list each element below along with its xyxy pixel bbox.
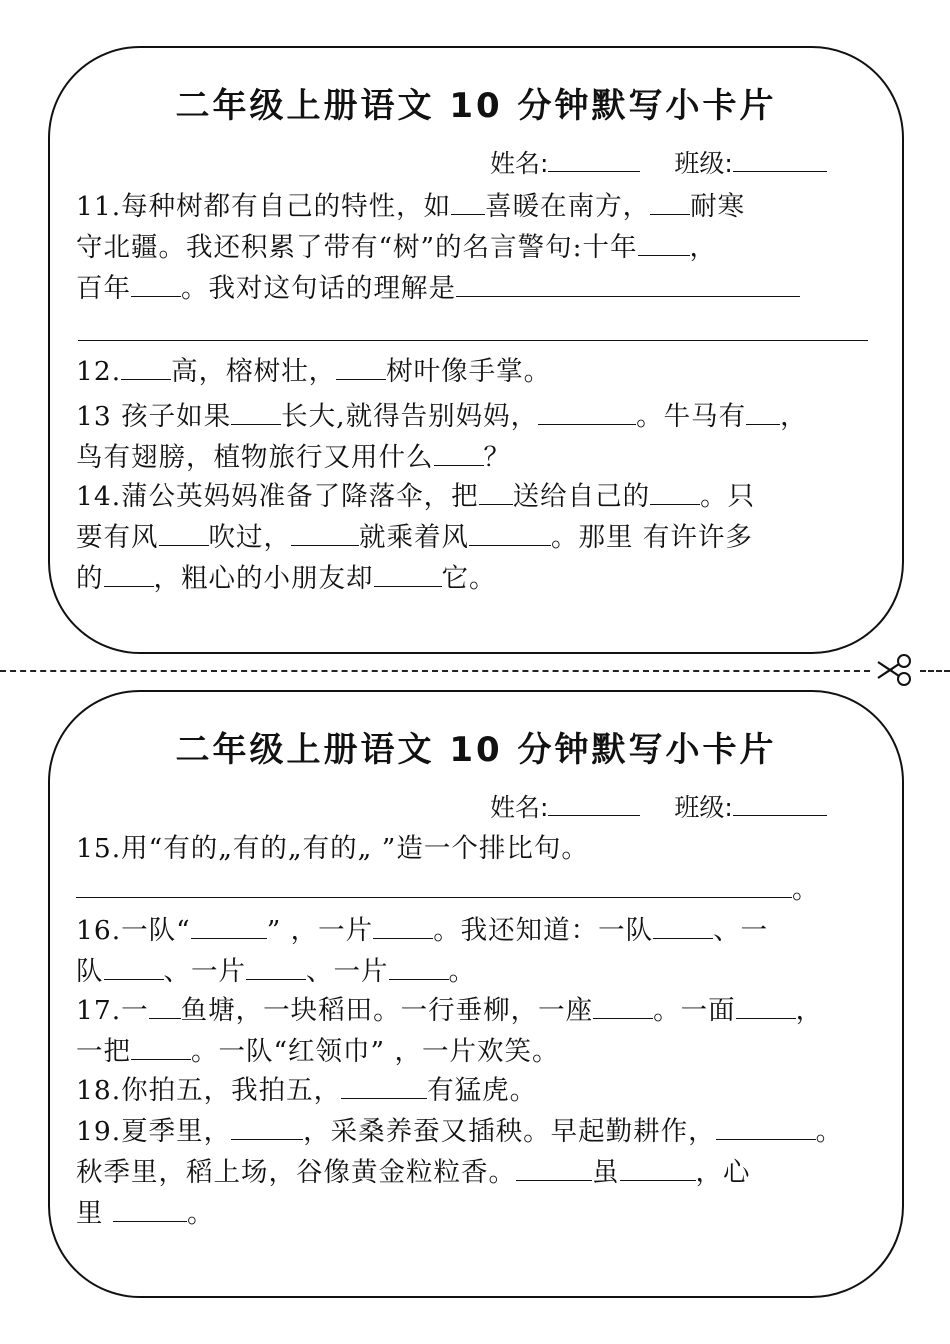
- answer-blank[interactable]: [76, 873, 792, 898]
- cut-line: [0, 670, 870, 672]
- q14-text: 。只: [700, 481, 756, 512]
- question-14: [76, 476, 888, 599]
- answer-blank[interactable]: [104, 562, 154, 587]
- q17-text: 鱼塘，一块稻田。一行垂柳，一座: [180, 995, 594, 1026]
- q12-text: 树叶像手掌。: [386, 356, 552, 387]
- name-class-row: [490, 788, 827, 824]
- answer-blank[interactable]: [746, 400, 780, 425]
- q14-text: ，粗心的小朋友却: [153, 563, 374, 594]
- answer-blank[interactable]: [113, 1197, 187, 1222]
- name-label: 姓名:: [490, 793, 549, 822]
- cut-line: [920, 670, 950, 672]
- q16-text: 、一片: [306, 956, 389, 987]
- name-blank[interactable]: [548, 793, 640, 817]
- answer-blank[interactable]: [246, 955, 306, 980]
- q19-text: 19.夏季里，: [76, 1116, 232, 1147]
- answer-blank[interactable]: [479, 480, 513, 505]
- answer-blank[interactable]: [593, 994, 653, 1019]
- answer-blank[interactable]: [456, 272, 800, 297]
- q13-text: 13 孩子如果: [76, 401, 232, 432]
- class-blank[interactable]: [733, 793, 827, 817]
- q12-text: 12.: [76, 356, 122, 387]
- q13-text: ，: [780, 401, 808, 432]
- answer-blank[interactable]: [434, 441, 484, 466]
- q16-text: 。: [448, 956, 476, 987]
- q11-text: 。我对这句话的理解是: [181, 273, 456, 304]
- answer-blank[interactable]: [653, 914, 713, 939]
- question-15: [76, 828, 888, 910]
- answer-blank[interactable]: [341, 1074, 427, 1099]
- answer-blank[interactable]: [336, 355, 386, 380]
- answer-blank[interactable]: [159, 521, 209, 546]
- answer-blank[interactable]: [451, 190, 485, 215]
- answer-blank[interactable]: [373, 914, 433, 939]
- q11-text: 11.每种树都有自己的特性，如: [76, 191, 452, 222]
- q15-text: 15.用“有的„有的„有的„ ”造一个排比句。: [76, 833, 589, 864]
- q16-text: 、一片: [163, 956, 246, 987]
- answer-blank[interactable]: [469, 521, 551, 546]
- q17-text: 17.一: [76, 995, 149, 1026]
- q19-text: 。: [186, 1198, 215, 1229]
- class-label: 班级:: [674, 149, 733, 178]
- answer-blank[interactable]: [191, 914, 267, 939]
- dictation-card-1: [48, 46, 904, 654]
- q14-text: 吹过，: [208, 522, 291, 553]
- class-label: 班级:: [674, 793, 733, 822]
- q16-text: 、一: [713, 915, 769, 946]
- question-12: [76, 351, 888, 392]
- answer-blank[interactable]: [231, 400, 281, 425]
- question-11: [76, 186, 888, 309]
- card-title: 二年级上册语文 10 分钟默写小卡片: [175, 86, 777, 126]
- dictation-card-2: [48, 690, 904, 1298]
- answer-line[interactable]: [78, 340, 868, 341]
- q17-text: 。一面: [653, 995, 736, 1026]
- answer-blank[interactable]: [121, 355, 171, 380]
- q18-text: 有猛虎。: [427, 1075, 538, 1106]
- q14-text: 。那里 有许许多: [551, 522, 753, 553]
- q19-text: 里: [76, 1198, 113, 1229]
- name-class-row: [490, 144, 827, 180]
- answer-blank[interactable]: [716, 1115, 816, 1140]
- q13-text: 。牛马有: [636, 401, 747, 432]
- answer-blank[interactable]: [389, 955, 449, 980]
- answer-blank[interactable]: [638, 231, 690, 256]
- q16-text: 。我还知道：一队: [433, 915, 654, 946]
- q11-text: ，: [689, 232, 718, 263]
- answer-blank[interactable]: [131, 1035, 191, 1060]
- answer-blank[interactable]: [650, 480, 700, 505]
- q14-text: 就乘着风: [359, 522, 469, 553]
- answer-blank[interactable]: [374, 562, 442, 587]
- question-17: [76, 990, 888, 1072]
- class-blank[interactable]: [733, 149, 827, 173]
- answer-blank[interactable]: [736, 994, 796, 1019]
- scissors-icon: [874, 652, 918, 688]
- q19-text: ，心: [695, 1157, 751, 1188]
- answer-blank[interactable]: [149, 994, 181, 1019]
- answer-blank[interactable]: [131, 272, 181, 297]
- q18-text: 18.你拍五，我拍五，: [76, 1075, 342, 1106]
- q19-text: 。: [815, 1116, 844, 1147]
- answer-blank[interactable]: [104, 955, 164, 980]
- q19-text: ，采桑养蚕又插秧。早起勤耕作，: [303, 1116, 716, 1147]
- q17-text: 。一队“红领巾” ，一片欢笑。: [191, 1036, 560, 1067]
- q16-text: 队: [76, 956, 104, 987]
- q16-text: 16.一队“: [76, 915, 191, 946]
- answer-blank[interactable]: [516, 1156, 592, 1181]
- q13-text: ？: [483, 442, 511, 473]
- q19-text: 秋季里，稻上场，谷像黄金粒粒香。: [76, 1157, 516, 1188]
- card-title: 二年级上册语文 10 分钟默写小卡片: [175, 730, 777, 770]
- q12-text: 高，榕树壮，: [171, 356, 337, 387]
- q13-text: 长大,就得告别妈妈，: [281, 401, 539, 432]
- name-blank[interactable]: [548, 149, 640, 173]
- answer-blank[interactable]: [291, 521, 359, 546]
- q11-text: 守北疆。我还积累了带有“树”的名言警句:十年: [76, 232, 638, 263]
- q14-text: 的: [76, 563, 104, 594]
- q16-text: ” ，一片: [266, 915, 374, 946]
- q13-text: 鸟有翅膀，植物旅行又用什么: [76, 442, 434, 473]
- answer-blank[interactable]: [650, 190, 690, 215]
- answer-blank[interactable]: [620, 1156, 696, 1181]
- name-label: 姓名:: [490, 149, 549, 178]
- question-13: [76, 396, 888, 478]
- question-18: [76, 1070, 888, 1111]
- q11-text: 百年: [76, 273, 131, 304]
- q11-text: 耐寒: [690, 191, 746, 222]
- q14-text: 送给自己的: [512, 481, 651, 512]
- answer-blank[interactable]: [538, 400, 636, 425]
- q19-text: 虽: [592, 1157, 620, 1188]
- q11-text: 喜暖在南方，: [485, 191, 651, 222]
- q14-text: 它。: [441, 563, 497, 594]
- q15-text: 。: [792, 874, 820, 905]
- q17-text: ，: [795, 995, 824, 1026]
- answer-blank[interactable]: [231, 1115, 303, 1140]
- q14-text: 14.蒲公英妈妈准备了降落伞，把: [76, 481, 479, 512]
- question-16: [76, 910, 888, 992]
- q17-text: 一把: [76, 1036, 131, 1067]
- question-19: [76, 1111, 888, 1234]
- q14-text: 要有风: [76, 522, 159, 553]
